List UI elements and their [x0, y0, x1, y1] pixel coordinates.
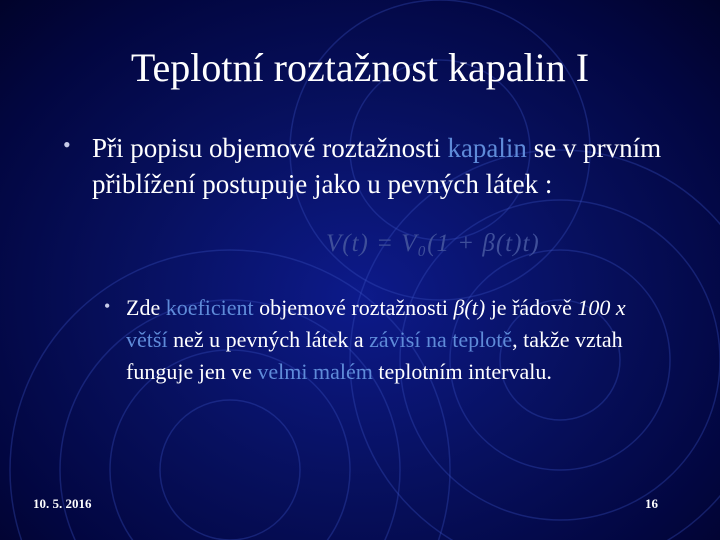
text-segment: Zde — [126, 295, 166, 320]
highlight-zavisi: závisí na teplotě — [369, 327, 513, 352]
beta-symbol: β(t) — [453, 295, 486, 320]
bullet-text-1 — [92, 130, 692, 202]
highlight-koeficient: koeficient — [165, 295, 254, 320]
text-segment: Při popisu objemové roztažnosti — [92, 133, 448, 163]
bullet-text-2 — [126, 292, 666, 388]
text-segment: teplotním intervalu. — [372, 359, 552, 384]
slide-title: Teplotní roztažnost kapalin I — [130, 45, 590, 90]
bullet-icon: • — [63, 132, 71, 157]
text-segment: objemové roztažnosti — [253, 295, 454, 320]
highlight-kapalin: kapalin — [447, 133, 527, 163]
factor-100x: 100 x — [577, 295, 626, 320]
footer-date: 10. 5. 2016 — [33, 496, 92, 511]
text-segment: než u pevných látek a — [167, 327, 370, 352]
highlight-vetsi: větší — [126, 327, 168, 352]
bullet-icon: • — [104, 296, 111, 316]
highlight-velmi-malem: velmi malém — [257, 359, 373, 384]
page-number: 16 — [645, 496, 658, 511]
text-segment: je řádově — [485, 295, 578, 320]
formula: V(t) = V₀(1 + β(t)t) — [326, 230, 540, 257]
text-segment: , takže vztah funguje jen ve — [126, 327, 623, 384]
text-segment: se v prvním přiblížení postupuje jako u pevných látek : — [92, 133, 662, 199]
